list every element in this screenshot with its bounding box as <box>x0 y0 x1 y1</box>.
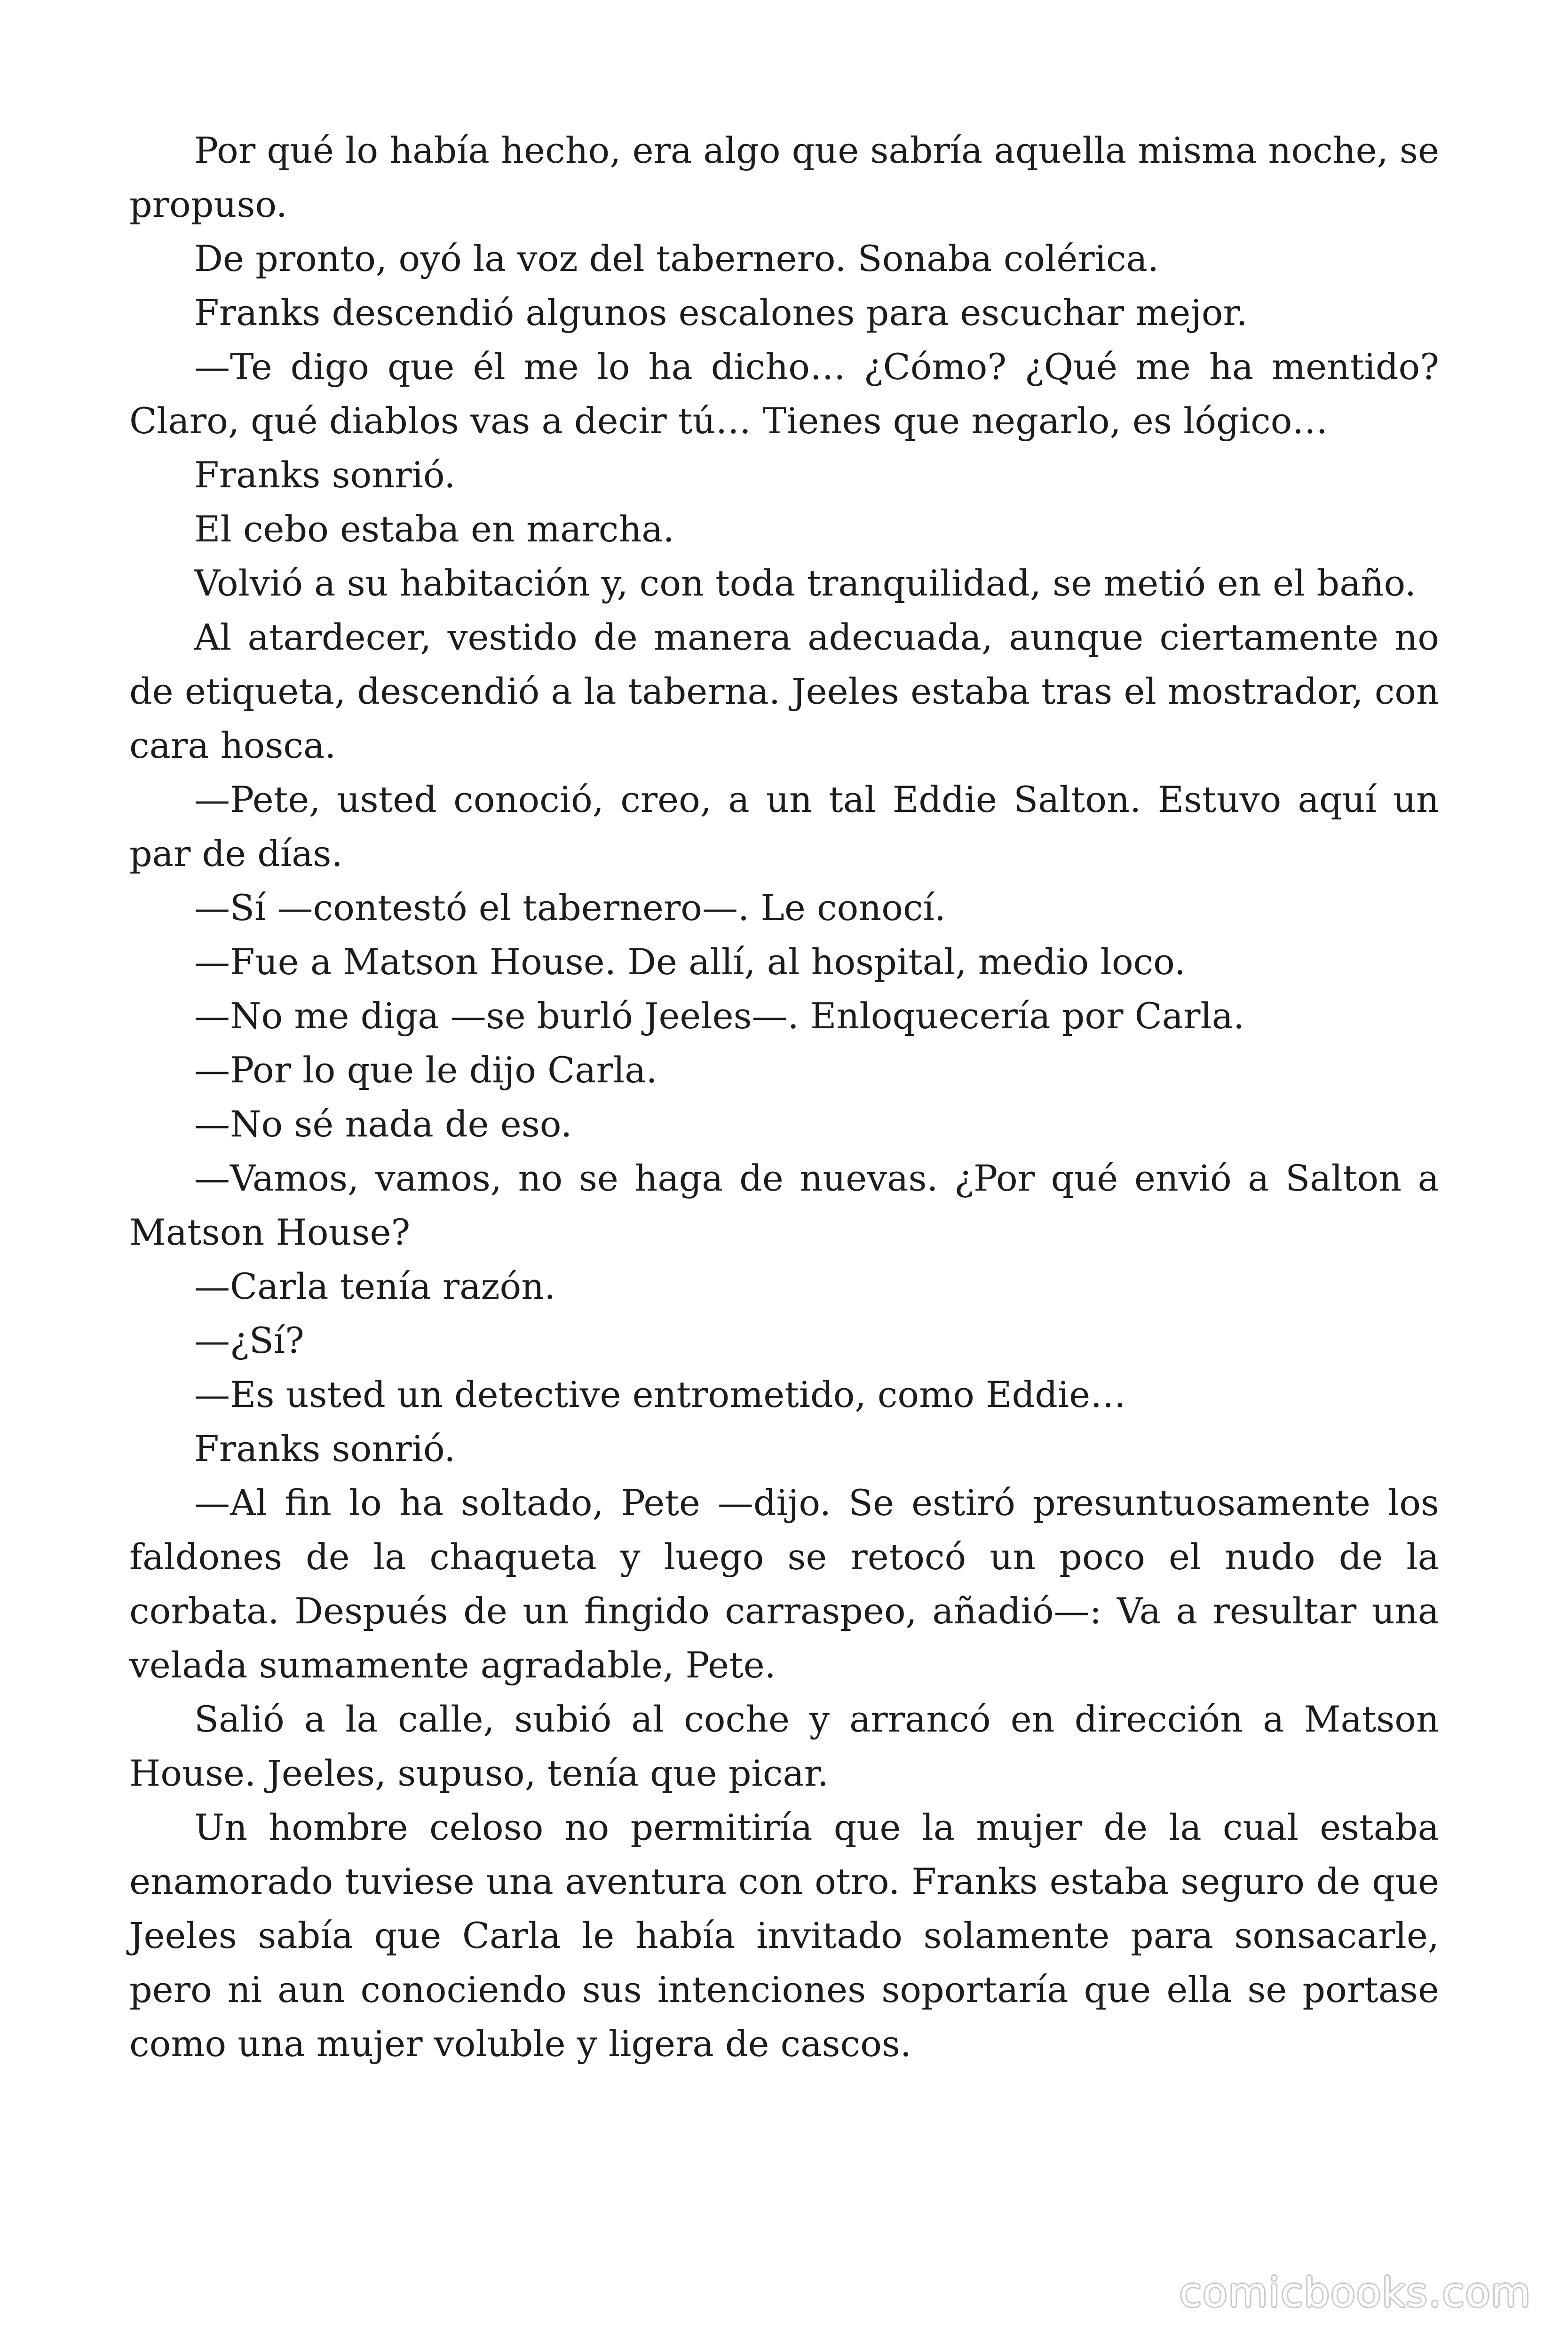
paragraph: De pronto, oyó la voz del tabernero. Sonaba colérica. <box>194 238 1159 279</box>
paragraph: —Pete, usted conoció, creo, a un tal Eddie Salton. Estuvo aquí un par de días. <box>129 779 1439 874</box>
paragraph: —Sí —contestó el tabernero—. Le conocí. <box>194 887 946 929</box>
paragraph: —No sé nada de eso. <box>194 1103 572 1145</box>
paragraph: —Al fin lo ha soltado, Pete —dijo. Se estiró presuntuosamente los faldones de la chaqueta y luego se retocó un poco el nudo de la corbata. Después de un fingido carraspeo, añadió—: Va a resultar una velada sumamente agradable, Pete. <box>129 1482 1439 1686</box>
paragraph: El cebo estaba en marcha. <box>194 508 674 550</box>
paragraph: —Vamos, vamos, no se haga de nuevas. ¿Por qué envió a Salton a Matson House? <box>129 1157 1439 1253</box>
paragraph: —No me diga —se burló Jeeles—. Enloquecería por Carla. <box>194 995 1245 1037</box>
paragraph: Un hombre celoso no permitiría que la mujer de la cual estaba enamorado tuviese una aventura con otro. Franks estaba seguro de que Jeeles sabía que Carla le había invitado solamente para sonsacarle, pero ni aun conociendo sus intenciones soportaría que ella se portase como una mujer voluble y ligera de cascos. <box>129 1806 1439 2065</box>
paragraph: Por qué lo había hecho, era algo que sabría aquella misma noche, se propuso. <box>129 129 1439 225</box>
paragraph: —Te digo que él me lo ha dicho… ¿Cómo? ¿Qué me ha mentido? Claro, qué diablos vas a decir tú… Tienes que negarlo, es lógico… <box>129 346 1439 442</box>
paragraph: Franks sonrió. <box>194 1428 456 1470</box>
paragraph: —Carla tenía razón. <box>194 1265 556 1307</box>
paragraph: Franks descendió algunos escalones para escuchar mejor. <box>194 292 1248 334</box>
paragraph: —Es usted un detective entrometido, como Eddie… <box>194 1374 1126 1415</box>
paragraph: Al atardecer, vestido de manera adecuada, aunque ciertamente no de etiqueta, descendió a la taberna. Jeeles estaba tras el mostrador, con cara hosca. <box>129 616 1439 766</box>
paragraph: Franks sonrió. <box>194 454 456 496</box>
paragraph: Salió a la calle, subió al coche y arrancó en dirección a Matson House. Jeeles, supuso, tenía que picar. <box>129 1698 1439 1794</box>
watermark: comicbooks.com <box>1179 2269 1531 2316</box>
body-text <box>129 123 1439 2071</box>
paragraph: Volvió a su habitación y, con toda tranquilidad, se metió en el baño. <box>194 562 1417 604</box>
paragraph: —Fue a Matson House. De allí, al hospital, medio loco. <box>194 941 1186 983</box>
paragraph: —Por lo que le dijo Carla. <box>194 1049 657 1091</box>
paragraph: —¿Sí? <box>194 1319 304 1361</box>
